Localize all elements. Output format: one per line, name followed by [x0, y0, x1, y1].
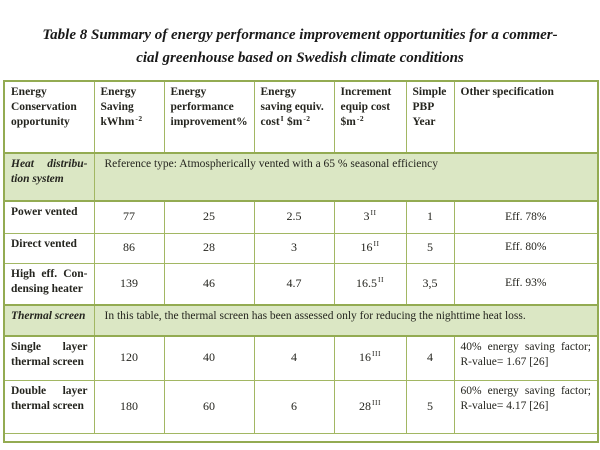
improvement-cell: 46 [164, 263, 254, 305]
other-spec-cell: Eff. 80% [454, 233, 598, 263]
improvement-cell: 60 [164, 380, 254, 433]
increment-cost-cell [334, 233, 406, 263]
improvement-cell: 28 [164, 233, 254, 263]
superscript: III [372, 397, 381, 407]
increment-value: 28 [359, 398, 371, 413]
header-text: Increment equip cost $m [340, 86, 392, 129]
increment-value: 16.5 [356, 275, 377, 290]
superscript: -2 [303, 113, 311, 123]
section-row-heat-distribution [4, 153, 598, 201]
equiv-cost-cell: 6 [254, 380, 334, 433]
table-caption [0, 24, 600, 69]
table-row-single-layer-screen [4, 336, 598, 380]
equiv-cost-cell: 3 [254, 233, 334, 263]
other-spec-cell: 60% energy saving factor; R-value= 4.17 [26] [454, 380, 598, 433]
opportunity-cell: Power vented [4, 201, 94, 233]
caption-line-1: Table 8 Summary of energy performance improvement opportunities for a commer- [42, 27, 558, 43]
table-row-direct-vented [4, 233, 598, 263]
superscript: II [378, 274, 384, 284]
header-text: Energy Saving kWhm [100, 86, 137, 129]
energy-saving-cell: 77 [94, 201, 164, 233]
pbp-cell: 1 [406, 201, 454, 233]
energy-saving-cell: 86 [94, 233, 164, 263]
superscript: I [280, 113, 285, 123]
energy-saving-cell: 139 [94, 263, 164, 305]
section-label: Heat distribution system [4, 153, 94, 201]
col-header-other-specification: Other specification [454, 81, 598, 153]
section-label: Thermal screen [4, 305, 94, 336]
empty-cell [4, 433, 598, 442]
energy-saving-cell: 120 [94, 336, 164, 380]
equiv-cost-cell: 2.5 [254, 201, 334, 233]
col-header-energy-conservation-opportunity: Energy Conservation opportunity [4, 81, 94, 153]
pbp-cell: 5 [406, 380, 454, 433]
col-header-equiv-cost [254, 81, 334, 153]
section-row-thermal-screen [4, 305, 598, 336]
summary-table [3, 80, 599, 443]
increment-cost-cell [334, 380, 406, 433]
table-row-power-vented [4, 201, 598, 233]
section-note: Reference type: Atmospherically vented with a 65 % seasonal efficiency [94, 153, 598, 201]
other-spec-cell: Eff. 93% [454, 263, 598, 305]
partial-cutoff-row [4, 433, 598, 442]
pbp-cell: 5 [406, 233, 454, 263]
opportunity-cell: High eff. Condensing heater [4, 263, 94, 305]
increment-value: 3 [363, 209, 370, 224]
header-row [4, 81, 598, 153]
superscript: III [372, 349, 381, 359]
col-header-increment-equip-cost [334, 81, 406, 153]
opportunity-cell: Single layer thermal screen [4, 336, 94, 380]
opportunity-cell: Double layer thermal screen [4, 380, 94, 433]
pbp-cell: 4 [406, 336, 454, 380]
other-spec-cell: 40% energy saving factor; R-value= 1.67 [26] [454, 336, 598, 380]
energy-saving-cell: 180 [94, 380, 164, 433]
table-row-double-layer-screen [4, 380, 598, 433]
superscript: -2 [135, 113, 143, 123]
superscript: II [373, 239, 380, 249]
increment-value: 16 [360, 240, 373, 255]
table-row-condensing-heater [4, 263, 598, 305]
increment-value: 16 [359, 350, 371, 365]
header-text: Energy saving equiv. cost [260, 86, 324, 129]
equiv-cost-cell: 4.7 [254, 263, 334, 305]
other-spec-cell: Eff. 78% [454, 201, 598, 233]
col-header-simple-pbp: Simple PBP Year [406, 81, 454, 153]
col-header-energy-saving [94, 81, 164, 153]
opportunity-cell: Direct vented [4, 233, 94, 263]
increment-cost-cell [334, 263, 406, 305]
superscript: -2 [356, 113, 365, 123]
increment-cost-cell [334, 201, 406, 233]
equiv-cost-cell: 4 [254, 336, 334, 380]
caption-line-2: cial greenhouse based on Swedish climate conditions [136, 49, 464, 66]
improvement-cell: 40 [164, 336, 254, 380]
header-text: $m [284, 116, 303, 129]
pbp-cell: 3,5 [406, 263, 454, 305]
section-note: In this table, the thermal screen has been assessed only for reducing the nighttime heat loss. [94, 305, 598, 336]
improvement-cell: 25 [164, 201, 254, 233]
increment-cost-cell [334, 336, 406, 380]
superscript: II [370, 208, 377, 218]
col-header-performance-improvement: Energy performance improvement% [164, 81, 254, 153]
